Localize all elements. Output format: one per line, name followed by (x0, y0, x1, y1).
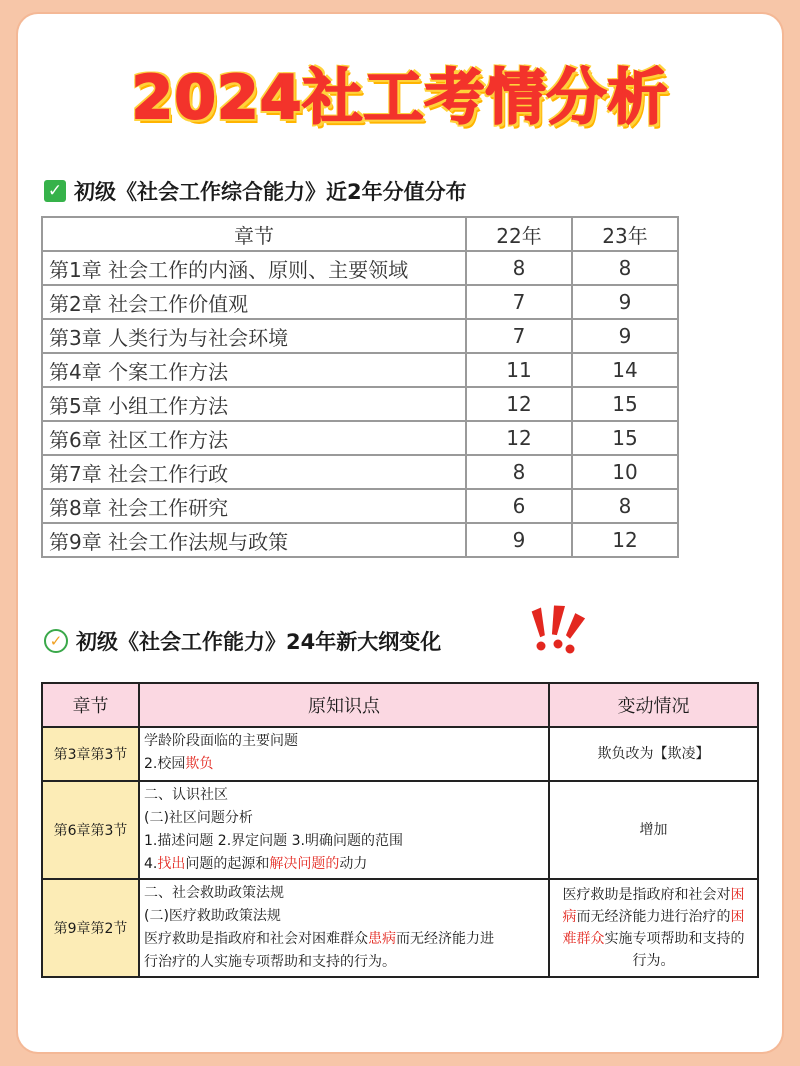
score-2023-cell: 9 (572, 319, 678, 353)
text-segment: 而无经济能力进行治疗的 (576, 909, 731, 925)
text-segment: 动力 (339, 856, 368, 872)
highlighted-text: 难群众 (562, 931, 605, 947)
chapter-cell: 第1章 社会工作的内涵、原则、主要领域 (42, 251, 466, 285)
section-cell: 第9章第2节 (42, 879, 139, 977)
text-line (144, 830, 544, 853)
score-2022-cell: 6 (466, 489, 572, 523)
text-segment: 医疗救助是指政府和社会对困难群众 (144, 931, 368, 947)
original-knowledge-cell (139, 879, 549, 977)
text-line (144, 951, 544, 974)
chapter-cell: 第2章 社会工作价值观 (42, 285, 466, 319)
text-line (556, 906, 751, 928)
score-2022-cell: 9 (466, 523, 572, 557)
score-2023-cell: 12 (572, 523, 678, 557)
original-knowledge-cell (139, 727, 549, 781)
column-header-2022: 22年 (466, 217, 572, 251)
section1-heading-text: 初级《社会工作综合能力》近2年分值分布 (74, 180, 467, 204)
text-segment: 增加 (639, 822, 668, 838)
section2-heading-text: 初级《社会工作能力》24年新大纲变化 (76, 630, 442, 654)
score-2023-cell: 8 (572, 489, 678, 523)
table-row (42, 387, 678, 421)
column-header-section: 章节 (42, 683, 139, 727)
table-row (42, 251, 678, 285)
chapter-cell: 第5章 小组工作方法 (42, 387, 466, 421)
text-line (144, 928, 544, 951)
text-segment: 1.描述问题 2.界定问题 3.明确问题的范围 (144, 833, 403, 849)
highlighted-text: 病 (562, 909, 577, 925)
change-cell (549, 781, 758, 879)
highlighted-text: 找出 (157, 856, 186, 872)
text-segment: 二、社会救助政策法规 (144, 885, 284, 901)
text-segment: 医疗救助是指政府和社会对 (562, 887, 731, 903)
table-row (42, 319, 678, 353)
text-segment: 问题的起源和 (185, 856, 270, 872)
section-cell: 第6章第3节 (42, 781, 139, 879)
text-line (556, 950, 751, 972)
text-segment: 欺负改为【欺凌】 (597, 746, 710, 762)
text-line (144, 784, 544, 807)
table-row (42, 353, 678, 387)
table-row (42, 727, 758, 781)
text-line (144, 753, 544, 776)
column-header-original: 原知识点 (139, 683, 549, 727)
table-row (42, 879, 758, 977)
chapter-cell: 第3章 人类行为与社会环境 (42, 319, 466, 353)
chapter-cell: 第7章 社会工作行政 (42, 455, 466, 489)
score-2022-cell: 12 (466, 421, 572, 455)
section1-heading (44, 176, 467, 206)
table-row (42, 285, 678, 319)
text-line (556, 884, 751, 906)
score-2022-cell: 11 (466, 353, 572, 387)
text-segment: 行为。 (632, 953, 675, 969)
table-row (42, 455, 678, 489)
score-2023-cell: 14 (572, 353, 678, 387)
table-row (42, 421, 678, 455)
text-segment: 4. (144, 856, 158, 872)
score-2022-cell: 12 (466, 387, 572, 421)
score-2023-cell: 15 (572, 387, 678, 421)
highlighted-text: 患病 (368, 931, 396, 947)
score-2023-cell: 8 (572, 251, 678, 285)
score-distribution-table (41, 216, 679, 558)
change-cell (549, 879, 758, 977)
highlighted-text: 困 (730, 909, 745, 925)
text-segment: 二、认识社区 (144, 787, 228, 803)
poster-title: 2024社工考情分析 (131, 63, 669, 133)
score-2022-cell: 7 (466, 285, 572, 319)
highlighted-text: 困 (730, 887, 745, 903)
text-line (556, 928, 751, 950)
chapter-cell: 第6章 社区工作方法 (42, 421, 466, 455)
text-segment: 实施专项帮助和支持的 (604, 931, 745, 947)
text-line (144, 853, 544, 876)
text-segment: (二)社区问题分析 (144, 810, 253, 826)
chapter-cell: 第9章 社会工作法规与政策 (42, 523, 466, 557)
exclamation-marks-icon (528, 602, 588, 658)
highlighted-text: 解决问题的 (269, 856, 340, 872)
column-header-2023: 23年 (572, 217, 678, 251)
text-segment: 2.校园 (144, 756, 186, 772)
table-header-row (42, 217, 678, 251)
text-line (144, 807, 544, 830)
text-line (144, 730, 544, 753)
score-2022-cell: 7 (466, 319, 572, 353)
syllabus-changes-table (41, 682, 759, 978)
column-header-change: 变动情况 (549, 683, 758, 727)
column-header-chapter: 章节 (42, 217, 466, 251)
text-line (144, 882, 544, 905)
text-segment: 行治疗的人实施专项帮助和支持的行为。 (144, 954, 396, 970)
text-line (144, 905, 544, 928)
check-circle-icon: ✓ (44, 629, 68, 653)
chapter-cell: 第4章 个案工作方法 (42, 353, 466, 387)
table-row (42, 523, 678, 557)
score-2023-cell: 15 (572, 421, 678, 455)
table-row (42, 489, 678, 523)
score-2023-cell: 10 (572, 455, 678, 489)
checkmark-icon: ✓ (44, 180, 66, 202)
score-2022-cell: 8 (466, 455, 572, 489)
highlighted-text: 欺负 (185, 756, 214, 772)
score-2022-cell: 8 (466, 251, 572, 285)
section-cell: 第3章第3节 (42, 727, 139, 781)
chapter-cell: 第8章 社会工作研究 (42, 489, 466, 523)
original-knowledge-cell (139, 781, 549, 879)
section2-heading (44, 626, 441, 656)
text-segment: (二)医疗救助政策法规 (144, 908, 281, 924)
change-cell (549, 727, 758, 781)
text-line (556, 743, 751, 765)
table-row (42, 781, 758, 879)
text-line (556, 819, 751, 841)
table-header-row (42, 683, 758, 727)
text-segment: 而无经济能力进 (396, 931, 494, 947)
score-2023-cell: 9 (572, 285, 678, 319)
text-segment: 学龄阶段面临的主要问题 (144, 733, 298, 749)
